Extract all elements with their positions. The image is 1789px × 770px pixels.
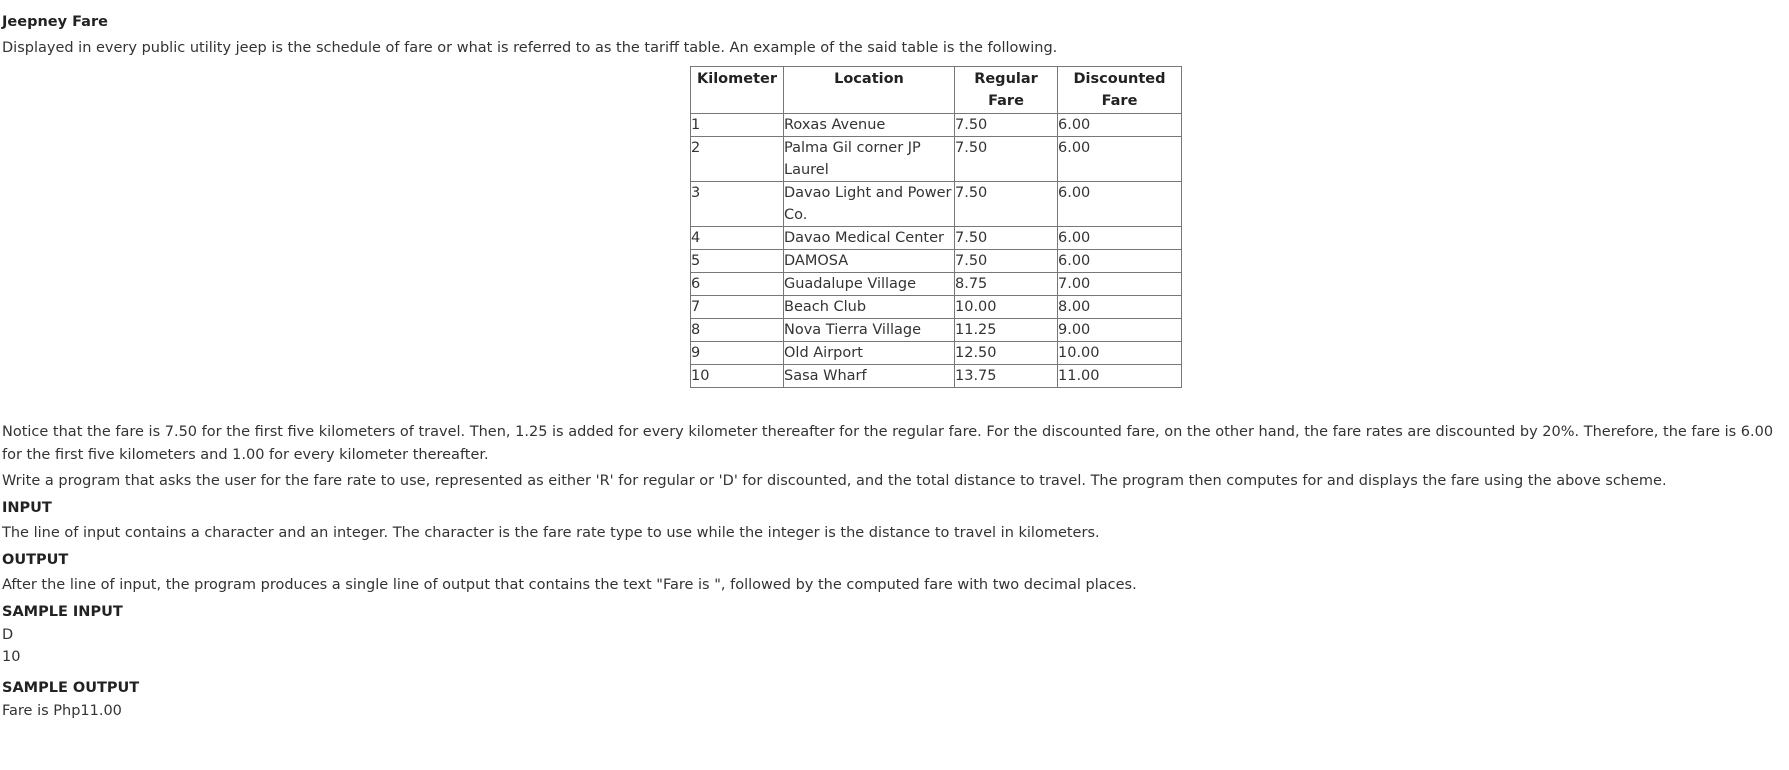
cell-discounted-fare: 6.00	[1058, 227, 1182, 250]
tariff-table-body	[691, 114, 1182, 388]
intro-paragraph: Displayed in every public utility jeep is the schedule of fare or what is referred to as the tariff table. An example of the said table is the following.	[2, 40, 1058, 56]
tariff-table-container	[690, 66, 1787, 388]
header-kilometer: Kilometer	[691, 67, 784, 114]
cell-kilometer: 5	[691, 250, 784, 273]
cell-location: Sasa Wharf	[784, 365, 955, 388]
cell-kilometer: 2	[691, 137, 784, 182]
table-row	[691, 227, 1182, 250]
cell-regular-fare: 7.50	[955, 227, 1058, 250]
cell-discounted-fare: 8.00	[1058, 296, 1182, 319]
table-row	[691, 182, 1182, 227]
table-row	[691, 319, 1182, 342]
table-row	[691, 273, 1182, 296]
cell-kilometer: 9	[691, 342, 784, 365]
cell-kilometer: 3	[691, 182, 784, 227]
cell-location: Davao Light and Power Co.	[784, 182, 955, 227]
cell-location: Davao Medical Center	[784, 227, 955, 250]
sample-output-line: Fare is Php11.00	[2, 703, 122, 719]
cell-discounted-fare: 7.00	[1058, 273, 1182, 296]
cell-discounted-fare: 6.00	[1058, 114, 1182, 137]
sample-output-heading: SAMPLE OUTPUT	[2, 680, 140, 696]
input-description: The line of input contains a character and an integer. The character is the fare rate type to use while the integer is the distance to travel in kilometers.	[2, 525, 1100, 541]
cell-kilometer: 8	[691, 319, 784, 342]
table-header-row	[691, 67, 1182, 114]
cell-regular-fare: 11.25	[955, 319, 1058, 342]
tariff-table	[690, 66, 1182, 388]
cell-regular-fare: 7.50	[955, 114, 1058, 137]
notice-paragraph: Notice that the fare is 7.50 for the first five kilometers of travel. Then, 1.25 is added for every kilometer thereafter for the regular fare. For the discounted fare, on the other hand, the fare rates are discounted by 20%. Therefore, the fare is 6.00 for the first five kilometers and 1.00 for every kilometer thereafter.	[2, 424, 1774, 463]
header-discounted-fare: Discounted Fare	[1058, 67, 1182, 114]
cell-location: Old Airport	[784, 342, 955, 365]
problem-statement	[2, 10, 1787, 722]
cell-regular-fare: 7.50	[955, 137, 1058, 182]
cell-location: Nova Tierra Village	[784, 319, 955, 342]
sample-input-block	[2, 624, 1787, 668]
cell-discounted-fare: 6.00	[1058, 182, 1182, 227]
header-regular-fare: Regular Fare	[955, 67, 1058, 114]
cell-kilometer: 4	[691, 227, 784, 250]
cell-regular-fare: 13.75	[955, 365, 1058, 388]
table-row	[691, 250, 1182, 273]
output-description: After the line of input, the program produces a single line of output that contains the text "Fare is ", followed by the computed fare with two decimal places.	[2, 577, 1137, 593]
cell-kilometer: 7	[691, 296, 784, 319]
cell-regular-fare: 8.75	[955, 273, 1058, 296]
sample-output-block	[2, 700, 1787, 722]
cell-location: DAMOSA	[784, 250, 955, 273]
cell-location: Roxas Avenue	[784, 114, 955, 137]
task-paragraph: Write a program that asks the user for the fare rate to use, represented as either 'R' for regular or 'D' for discounted, and the total distance to travel. The program then computes for and displays the fare using the above scheme.	[2, 473, 1667, 489]
header-location: Location	[784, 67, 955, 114]
sample-input-line: 10	[2, 649, 21, 665]
sample-input-heading: SAMPLE INPUT	[2, 604, 123, 620]
cell-location: Beach Club	[784, 296, 955, 319]
table-row	[691, 342, 1182, 365]
sample-input-line: D	[2, 627, 14, 643]
cell-discounted-fare: 9.00	[1058, 319, 1182, 342]
table-row	[691, 365, 1182, 388]
cell-regular-fare: 7.50	[955, 182, 1058, 227]
cell-kilometer: 6	[691, 273, 784, 296]
cell-location: Palma Gil corner JP Laurel	[784, 137, 955, 182]
cell-regular-fare: 10.00	[955, 296, 1058, 319]
table-row	[691, 114, 1182, 137]
problem-title: Jeepney Fare	[2, 14, 108, 30]
cell-kilometer: 1	[691, 114, 784, 137]
table-row	[691, 137, 1182, 182]
cell-location: Guadalupe Village	[784, 273, 955, 296]
cell-regular-fare: 12.50	[955, 342, 1058, 365]
output-heading: OUTPUT	[2, 552, 69, 568]
cell-discounted-fare: 10.00	[1058, 342, 1182, 365]
cell-regular-fare: 7.50	[955, 250, 1058, 273]
cell-discounted-fare: 6.00	[1058, 250, 1182, 273]
cell-discounted-fare: 6.00	[1058, 137, 1182, 182]
table-row	[691, 296, 1182, 319]
input-heading: INPUT	[2, 500, 52, 516]
cell-kilometer: 10	[691, 365, 784, 388]
cell-discounted-fare: 11.00	[1058, 365, 1182, 388]
